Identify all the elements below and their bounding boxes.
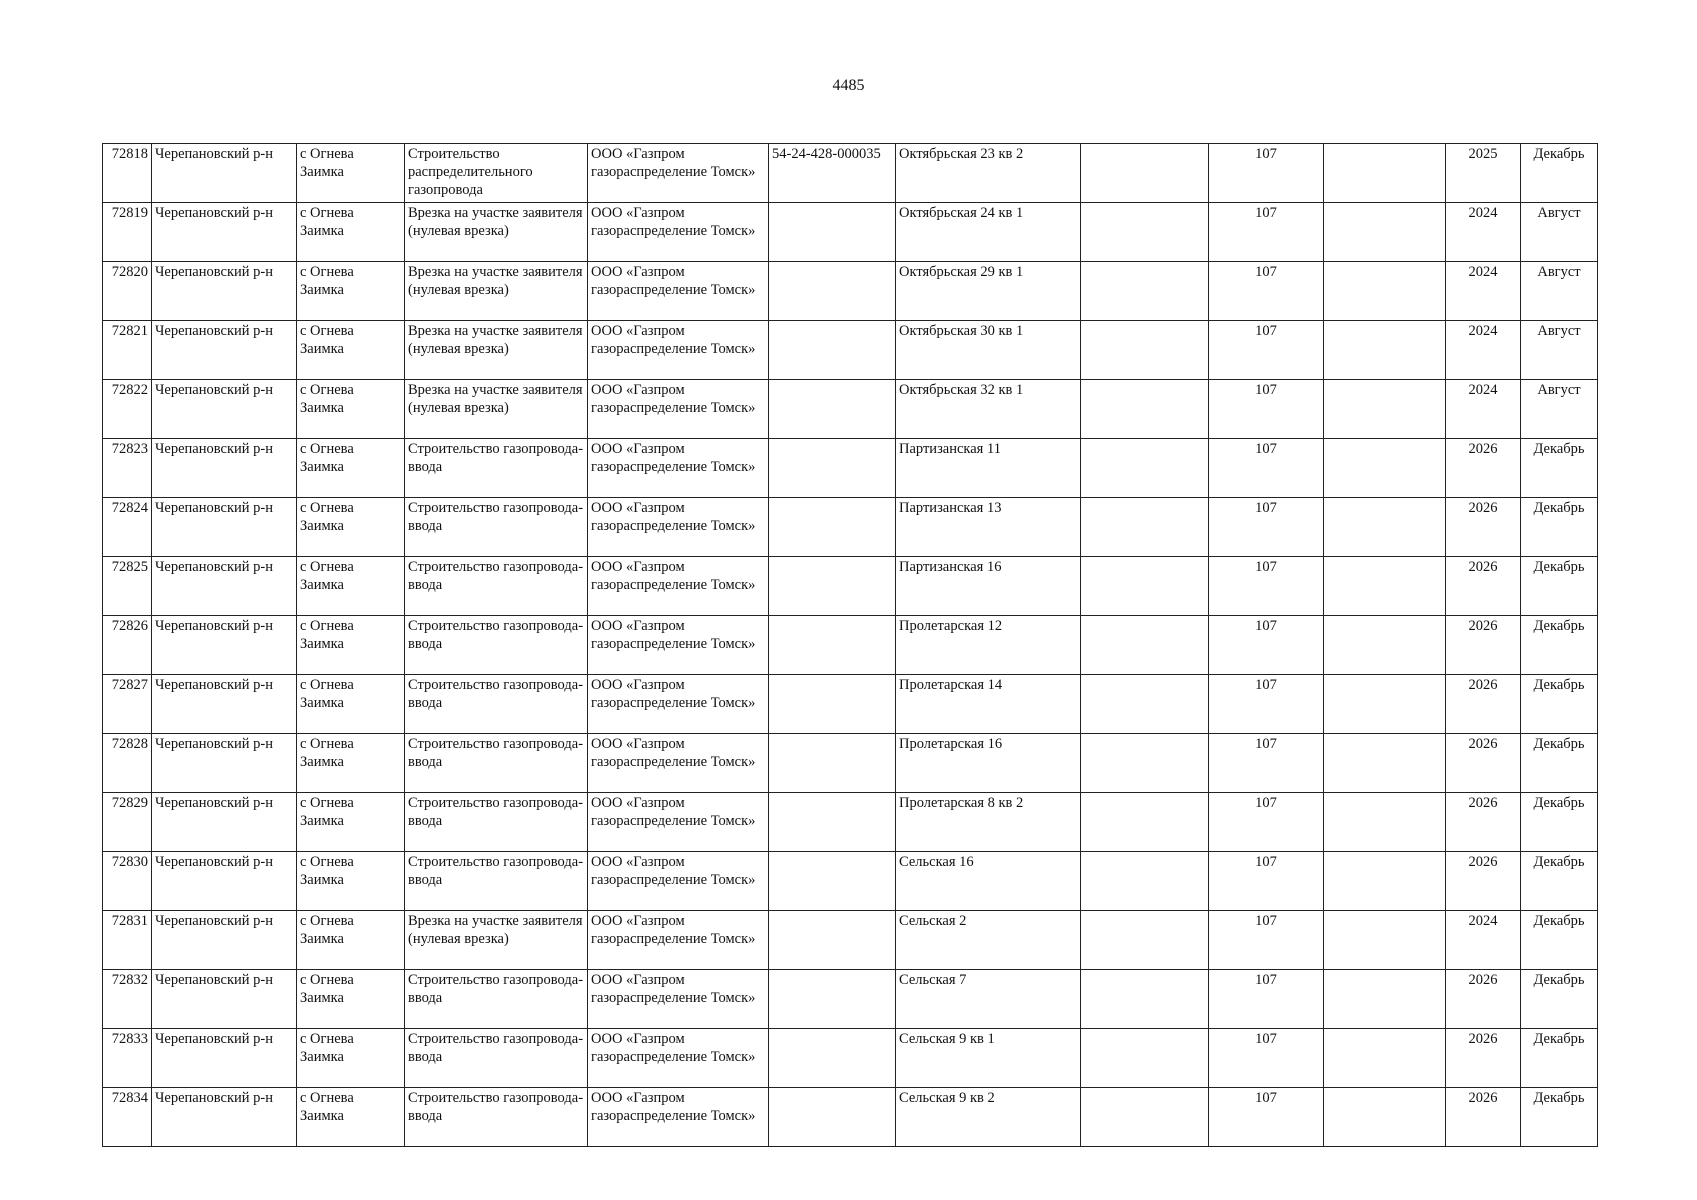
locality-cell: с Огнева Заимка — [297, 734, 405, 793]
locality-cell: с Огнева Заимка — [297, 793, 405, 852]
empty-cell — [1081, 321, 1209, 380]
work-type-cell: Врезка на участке заявителя (нулевая врезка) — [405, 911, 588, 970]
organization-cell: ООО «Газпром газораспределение Томск» — [588, 970, 769, 1029]
district-cell: Черепановский р-н — [152, 321, 297, 380]
code-cell — [769, 970, 896, 1029]
value-cell: 107 — [1209, 380, 1324, 439]
table-row — [103, 498, 1598, 557]
row-number-cell: 72825 — [103, 557, 152, 616]
locality-cell: с Огнева Заимка — [297, 439, 405, 498]
organization-cell: ООО «Газпром газораспределение Томск» — [588, 675, 769, 734]
year-cell: 2026 — [1446, 616, 1521, 675]
address-cell: Октябрьская 24 кв 1 — [896, 203, 1081, 262]
row-number-cell: 72830 — [103, 852, 152, 911]
work-type-cell: Строительство газопровода-ввода — [405, 675, 588, 734]
row-number-cell: 72820 — [103, 262, 152, 321]
address-cell: Октябрьская 32 кв 1 — [896, 380, 1081, 439]
address-cell: Партизанская 16 — [896, 557, 1081, 616]
organization-cell: ООО «Газпром газораспределение Томск» — [588, 144, 769, 203]
code-cell — [769, 852, 896, 911]
table-row — [103, 203, 1598, 262]
district-cell: Черепановский р-н — [152, 734, 297, 793]
organization-cell: ООО «Газпром газораспределение Томск» — [588, 439, 769, 498]
month-cell: Август — [1521, 262, 1598, 321]
work-type-cell: Строительство газопровода-ввода — [405, 970, 588, 1029]
empty-cell — [1081, 439, 1209, 498]
empty-cell — [1081, 203, 1209, 262]
empty-cell — [1324, 321, 1446, 380]
code-cell — [769, 321, 896, 380]
year-cell: 2026 — [1446, 1029, 1521, 1088]
address-cell: Пролетарская 16 — [896, 734, 1081, 793]
district-cell: Черепановский р-н — [152, 1029, 297, 1088]
work-type-cell: Строительство газопровода-ввода — [405, 1029, 588, 1088]
locality-cell: с Огнева Заимка — [297, 321, 405, 380]
empty-cell — [1324, 439, 1446, 498]
month-cell: Декабрь — [1521, 675, 1598, 734]
organization-cell: ООО «Газпром газораспределение Томск» — [588, 793, 769, 852]
empty-cell — [1324, 557, 1446, 616]
empty-cell — [1324, 144, 1446, 203]
row-number-cell: 72818 — [103, 144, 152, 203]
code-cell — [769, 498, 896, 557]
work-type-cell: Строительство газопровода-ввода — [405, 1088, 588, 1147]
district-cell: Черепановский р-н — [152, 852, 297, 911]
row-number-cell: 72829 — [103, 793, 152, 852]
table-row — [103, 616, 1598, 675]
empty-cell — [1081, 911, 1209, 970]
district-cell: Черепановский р-н — [152, 380, 297, 439]
address-cell: Партизанская 13 — [896, 498, 1081, 557]
value-cell: 107 — [1209, 144, 1324, 203]
table-body — [103, 144, 1598, 1147]
row-number-cell: 72831 — [103, 911, 152, 970]
month-cell: Декабрь — [1521, 793, 1598, 852]
table-row — [103, 852, 1598, 911]
value-cell: 107 — [1209, 1029, 1324, 1088]
value-cell: 107 — [1209, 911, 1324, 970]
year-cell: 2024 — [1446, 262, 1521, 321]
value-cell: 107 — [1209, 498, 1324, 557]
empty-cell — [1081, 734, 1209, 793]
row-number-cell: 72824 — [103, 498, 152, 557]
empty-cell — [1081, 852, 1209, 911]
year-cell: 2024 — [1446, 911, 1521, 970]
month-cell: Декабрь — [1521, 616, 1598, 675]
empty-cell — [1324, 498, 1446, 557]
year-cell: 2026 — [1446, 734, 1521, 793]
empty-cell — [1324, 616, 1446, 675]
value-cell: 107 — [1209, 203, 1324, 262]
code-cell — [769, 675, 896, 734]
organization-cell: ООО «Газпром газораспределение Томск» — [588, 203, 769, 262]
table-row — [103, 262, 1598, 321]
code-cell — [769, 616, 896, 675]
page-number: 4485 — [832, 77, 865, 94]
year-cell: 2026 — [1446, 1088, 1521, 1147]
empty-cell — [1081, 675, 1209, 734]
row-number-cell: 72822 — [103, 380, 152, 439]
row-number-cell: 72823 — [103, 439, 152, 498]
empty-cell — [1081, 557, 1209, 616]
month-cell: Декабрь — [1521, 439, 1598, 498]
work-type-cell: Строительство газопровода-ввода — [405, 734, 588, 793]
empty-cell — [1081, 144, 1209, 203]
month-cell: Декабрь — [1521, 1029, 1598, 1088]
empty-cell — [1324, 675, 1446, 734]
work-type-cell: Строительство газопровода-ввода — [405, 498, 588, 557]
address-cell: Сельская 16 — [896, 852, 1081, 911]
table-row — [103, 380, 1598, 439]
work-type-cell: Строительство газопровода-ввода — [405, 439, 588, 498]
work-type-cell: Строительство газопровода-ввода — [405, 852, 588, 911]
row-number-cell: 72819 — [103, 203, 152, 262]
organization-cell: ООО «Газпром газораспределение Томск» — [588, 852, 769, 911]
address-cell: Пролетарская 14 — [896, 675, 1081, 734]
value-cell: 107 — [1209, 793, 1324, 852]
empty-cell — [1081, 970, 1209, 1029]
table-row — [103, 1088, 1598, 1147]
empty-cell — [1324, 793, 1446, 852]
table-row — [103, 734, 1598, 793]
locality-cell: с Огнева Заимка — [297, 380, 405, 439]
year-cell: 2026 — [1446, 793, 1521, 852]
locality-cell: с Огнева Заимка — [297, 1029, 405, 1088]
table-row — [103, 1029, 1598, 1088]
empty-cell — [1081, 793, 1209, 852]
locality-cell: с Огнева Заимка — [297, 557, 405, 616]
month-cell: Декабрь — [1521, 144, 1598, 203]
organization-cell: ООО «Газпром газораспределение Томск» — [588, 1029, 769, 1088]
code-cell — [769, 793, 896, 852]
locality-cell: с Огнева Заимка — [297, 675, 405, 734]
district-cell: Черепановский р-н — [152, 793, 297, 852]
table-row — [103, 321, 1598, 380]
district-cell: Черепановский р-н — [152, 970, 297, 1029]
code-cell — [769, 557, 896, 616]
organization-cell: ООО «Газпром газораспределение Томск» — [588, 380, 769, 439]
year-cell: 2026 — [1446, 498, 1521, 557]
locality-cell: с Огнева Заимка — [297, 262, 405, 321]
year-cell: 2024 — [1446, 203, 1521, 262]
table-row — [103, 557, 1598, 616]
month-cell: Август — [1521, 203, 1598, 262]
year-cell: 2026 — [1446, 852, 1521, 911]
organization-cell: ООО «Газпром газораспределение Томск» — [588, 911, 769, 970]
empty-cell — [1324, 380, 1446, 439]
empty-cell — [1324, 203, 1446, 262]
district-cell: Черепановский р-н — [152, 911, 297, 970]
organization-cell: ООО «Газпром газораспределение Томск» — [588, 616, 769, 675]
code-cell — [769, 1088, 896, 1147]
empty-cell — [1324, 911, 1446, 970]
organization-cell: ООО «Газпром газораспределение Томск» — [588, 557, 769, 616]
year-cell: 2024 — [1446, 321, 1521, 380]
month-cell: Август — [1521, 321, 1598, 380]
table-row — [103, 970, 1598, 1029]
row-number-cell: 72827 — [103, 675, 152, 734]
locality-cell: с Огнева Заимка — [297, 970, 405, 1029]
district-cell: Черепановский р-н — [152, 144, 297, 203]
work-type-cell: Строительство распределительного газопровода — [405, 144, 588, 203]
code-cell — [769, 380, 896, 439]
month-cell: Декабрь — [1521, 970, 1598, 1029]
organization-cell: ООО «Газпром газораспределение Томск» — [588, 1088, 769, 1147]
row-number-cell: 72828 — [103, 734, 152, 793]
value-cell: 107 — [1209, 734, 1324, 793]
value-cell: 107 — [1209, 970, 1324, 1029]
month-cell: Декабрь — [1521, 498, 1598, 557]
work-type-cell: Строительство газопровода-ввода — [405, 793, 588, 852]
district-cell: Черепановский р-н — [152, 203, 297, 262]
year-cell: 2026 — [1446, 675, 1521, 734]
district-cell: Черепановский р-н — [152, 498, 297, 557]
empty-cell — [1324, 852, 1446, 911]
district-cell: Черепановский р-н — [152, 1088, 297, 1147]
empty-cell — [1324, 1088, 1446, 1147]
organization-cell: ООО «Газпром газораспределение Томск» — [588, 734, 769, 793]
address-cell: Октябрьская 23 кв 2 — [896, 144, 1081, 203]
empty-cell — [1324, 734, 1446, 793]
district-cell: Черепановский р-н — [152, 675, 297, 734]
row-number-cell: 72832 — [103, 970, 152, 1029]
empty-cell — [1081, 1029, 1209, 1088]
table-row — [103, 144, 1598, 203]
month-cell: Август — [1521, 380, 1598, 439]
row-number-cell: 72826 — [103, 616, 152, 675]
empty-cell — [1081, 498, 1209, 557]
row-number-cell: 72821 — [103, 321, 152, 380]
month-cell: Декабрь — [1521, 911, 1598, 970]
row-number-cell: 72833 — [103, 1029, 152, 1088]
value-cell: 107 — [1209, 262, 1324, 321]
work-type-cell: Врезка на участке заявителя (нулевая врезка) — [405, 321, 588, 380]
locality-cell: с Огнева Заимка — [297, 852, 405, 911]
year-cell: 2025 — [1446, 144, 1521, 203]
locality-cell: с Огнева Заимка — [297, 1088, 405, 1147]
empty-cell — [1081, 616, 1209, 675]
district-cell: Черепановский р-н — [152, 616, 297, 675]
organization-cell: ООО «Газпром газораспределение Томск» — [588, 262, 769, 321]
table-row — [103, 911, 1598, 970]
value-cell: 107 — [1209, 1088, 1324, 1147]
value-cell: 107 — [1209, 616, 1324, 675]
locality-cell: с Огнева Заимка — [297, 616, 405, 675]
work-type-cell: Врезка на участке заявителя (нулевая врезка) — [405, 203, 588, 262]
locality-cell: с Огнева Заимка — [297, 911, 405, 970]
value-cell: 107 — [1209, 852, 1324, 911]
district-cell: Черепановский р-н — [152, 557, 297, 616]
district-cell: Черепановский р-н — [152, 439, 297, 498]
work-type-cell: Врезка на участке заявителя (нулевая врезка) — [405, 262, 588, 321]
code-cell — [769, 439, 896, 498]
empty-cell — [1081, 262, 1209, 321]
code-cell — [769, 1029, 896, 1088]
address-cell: Пролетарская 8 кв 2 — [896, 793, 1081, 852]
empty-cell — [1324, 1029, 1446, 1088]
address-cell: Сельская 2 — [896, 911, 1081, 970]
address-cell: Сельская 9 кв 2 — [896, 1088, 1081, 1147]
address-cell: Октябрьская 29 кв 1 — [896, 262, 1081, 321]
empty-cell — [1324, 970, 1446, 1029]
year-cell: 2026 — [1446, 439, 1521, 498]
year-cell: 2026 — [1446, 557, 1521, 616]
year-cell: 2024 — [1446, 380, 1521, 439]
organization-cell: ООО «Газпром газораспределение Томск» — [588, 321, 769, 380]
empty-cell — [1324, 262, 1446, 321]
address-cell: Пролетарская 12 — [896, 616, 1081, 675]
month-cell: Декабрь — [1521, 557, 1598, 616]
locality-cell: с Огнева Заимка — [297, 203, 405, 262]
code-cell: 54-24-428-000035 — [769, 144, 896, 203]
year-cell: 2026 — [1446, 970, 1521, 1029]
work-type-cell: Строительство газопровода-ввода — [405, 557, 588, 616]
value-cell: 107 — [1209, 321, 1324, 380]
locality-cell: с Огнева Заимка — [297, 498, 405, 557]
work-type-cell: Врезка на участке заявителя (нулевая врезка) — [405, 380, 588, 439]
gasification-table — [102, 143, 1598, 1147]
empty-cell — [1081, 1088, 1209, 1147]
month-cell: Декабрь — [1521, 852, 1598, 911]
code-cell — [769, 262, 896, 321]
value-cell: 107 — [1209, 439, 1324, 498]
code-cell — [769, 734, 896, 793]
address-cell: Октябрьская 30 кв 1 — [896, 321, 1081, 380]
table-row — [103, 793, 1598, 852]
locality-cell: с Огнева Заимка — [297, 144, 405, 203]
empty-cell — [1081, 380, 1209, 439]
work-type-cell: Строительство газопровода-ввода — [405, 616, 588, 675]
value-cell: 107 — [1209, 675, 1324, 734]
address-cell: Сельская 7 — [896, 970, 1081, 1029]
address-cell: Партизанская 11 — [896, 439, 1081, 498]
table-row — [103, 675, 1598, 734]
month-cell: Декабрь — [1521, 1088, 1598, 1147]
code-cell — [769, 203, 896, 262]
address-cell: Сельская 9 кв 1 — [896, 1029, 1081, 1088]
organization-cell: ООО «Газпром газораспределение Томск» — [588, 498, 769, 557]
month-cell: Декабрь — [1521, 734, 1598, 793]
row-number-cell: 72834 — [103, 1088, 152, 1147]
table-row — [103, 439, 1598, 498]
value-cell: 107 — [1209, 557, 1324, 616]
code-cell — [769, 911, 896, 970]
district-cell: Черепановский р-н — [152, 262, 297, 321]
